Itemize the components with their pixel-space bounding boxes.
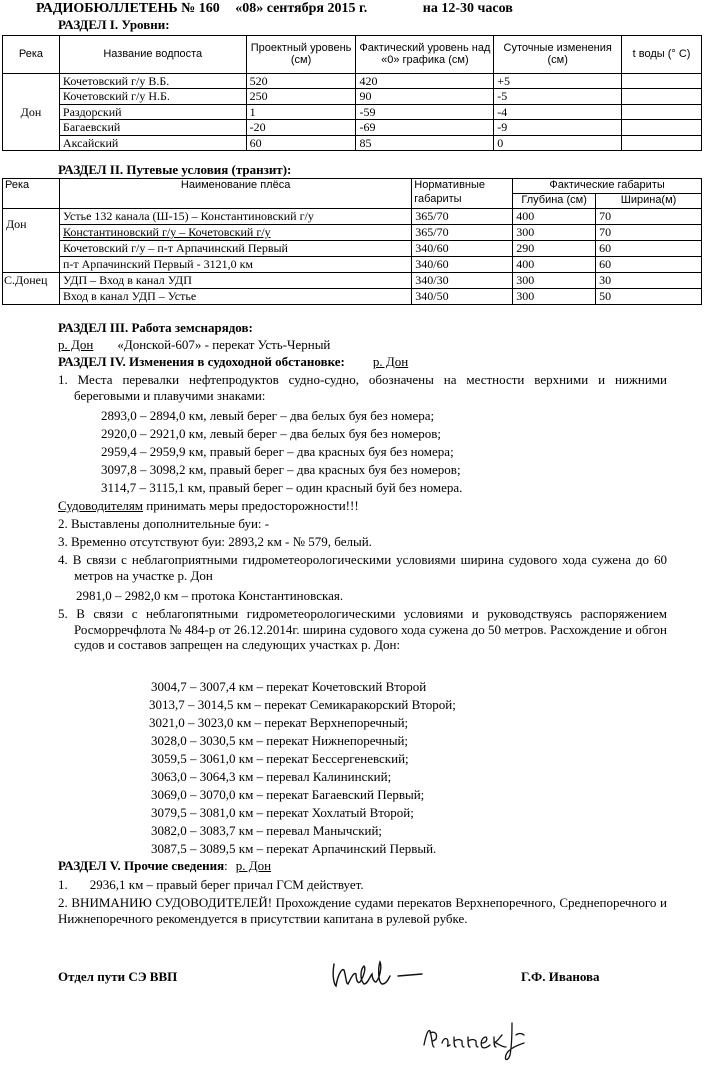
- section5-item1: [58, 877, 668, 893]
- levels-cell: -9: [494, 120, 622, 135]
- narrowed-segment: 3059,5 – 3061,0 км – перекат Бессергеневский;: [151, 751, 409, 766]
- transit-cell: 340/60: [412, 240, 513, 256]
- table-row: [3, 208, 702, 224]
- levels-cell: [622, 135, 702, 150]
- levels-cell: 250: [246, 89, 356, 104]
- narrowed-segment: 3013,7 – 3014,5 км – перекат Семикаракорский Второй;: [149, 697, 456, 712]
- department-name: Отдел пути СЭ ВВП: [58, 969, 178, 984]
- levels-cell: -20: [246, 120, 356, 135]
- levels-cell: Багаевский: [59, 120, 246, 135]
- section5-title: РАЗДЕЛ V. Прочие сведения: [58, 858, 225, 873]
- table-row: [3, 272, 702, 288]
- section4-item4-place: 2981,0 – 2982,0 км – протока Константиновская.: [76, 588, 344, 603]
- section4-item3: 3. Временно отсутствуют буи: 2893,2 км - № 579, белый.: [58, 534, 372, 549]
- transit-cell: 30: [596, 272, 702, 288]
- section2-title: РАЗДЕЛ II. Путевые условия (транзит):: [58, 162, 292, 177]
- transit-cell: 340/50: [412, 288, 513, 304]
- narrowed-segment: 3063,0 – 3064,3 км – перевал Калининский;: [151, 769, 392, 784]
- transit-cell: 70: [596, 224, 702, 240]
- narrowed-segment: 3087,5 – 3089,5 км – перекат Арпачинский Первый.: [151, 841, 437, 856]
- transit-cell: 60: [596, 256, 702, 272]
- bulletin-title: РАДИОБЮЛЛЕТЕНЬ № 160: [36, 1, 220, 16]
- transit-header-river: Река: [3, 179, 60, 209]
- levels-header-design: Проектный уровень (см): [246, 36, 356, 74]
- transit-cell: 50: [596, 288, 702, 304]
- table-row: [3, 104, 702, 119]
- section4-river: р. Дон: [372, 354, 409, 369]
- transit-cell: УДП – Вход в канал УДП: [59, 272, 411, 288]
- transit-header-norm: Нормативные габариты: [412, 179, 513, 209]
- transit-cell: 365/70: [412, 208, 513, 224]
- transit-cell: 400: [513, 208, 596, 224]
- levels-cell: 0: [494, 135, 622, 150]
- levels-cell: 520: [246, 74, 356, 89]
- bulletin-header: [36, 1, 513, 18]
- levels-cell: 85: [356, 135, 494, 150]
- section5-item2: 2. ВНИМАНИЮ СУДОВОДИТЕЛЕЙ! Прохождение судами перекатов Верхнепоречного, Среднепоречного и Нижнепоречного рекомендуется в присутствии капитана в рулевой рубке.: [58, 895, 667, 926]
- levels-cell: 90: [356, 89, 494, 104]
- signature-image: [326, 954, 436, 994]
- levels-header-post: Название водпоста: [59, 36, 246, 74]
- transit-cell: 340/30: [412, 272, 513, 288]
- levels-cell: [622, 120, 702, 135]
- levels-cell: -69: [356, 120, 494, 135]
- narrowed-segment: 3079,5 – 3081,0 км – перекат Хохлатый Второй;: [151, 805, 414, 820]
- transit-cell: п-т Арпачинский Первый - 3121,0 км: [59, 256, 411, 272]
- transit-table: [2, 178, 702, 305]
- section3-text: «Донской-607» - перекат Усть-Черный: [117, 337, 331, 352]
- transfer-place: 3097,8 – 3098,2 км, правый берег – два красных буя без номеров;: [101, 462, 461, 477]
- transit-header-depth: Глубина (см): [513, 193, 596, 208]
- levels-cell: 60: [246, 135, 356, 150]
- section5-title-line: [58, 858, 668, 874]
- transit-cell: 340/60: [412, 256, 513, 272]
- transfer-place: 3114,7 – 3115,1 км, правый берег – один красный буй без номера.: [101, 480, 463, 495]
- transit-cell: Устье 132 канала (Ш-15) – Константиновский г/у: [59, 208, 411, 224]
- transfer-place: 2893,0 – 2894,0 км, левый берег – два белых буя без номера;: [101, 408, 435, 423]
- section5-colon: :: [224, 858, 228, 873]
- narrowed-segment: 3082,0 – 3083,7 км – перевал Манычский;: [151, 823, 383, 838]
- warning-subject: Судоводителям: [58, 498, 144, 513]
- section3-line: [58, 337, 668, 353]
- levels-cell: Аксайский: [59, 135, 246, 150]
- levels-cell: [622, 104, 702, 119]
- table-row: [3, 240, 702, 256]
- levels-header-river: Река: [3, 36, 60, 74]
- bulletin-date: «08» сентября 2015 г.: [235, 1, 368, 16]
- section5-item1-text: 2936,1 км – правый берег причал ГСМ действует.: [89, 877, 364, 892]
- handwritten-note: [418, 1015, 558, 1065]
- table-row: [3, 135, 702, 150]
- levels-cell: -5: [494, 89, 622, 104]
- levels-table: [2, 35, 702, 151]
- section3-title: РАЗДЕЛ III. Работа земснарядов:: [58, 320, 253, 335]
- table-row: [3, 256, 702, 272]
- transit-cell: 300: [513, 224, 596, 240]
- transit-header-name: Наименование плёса: [59, 179, 411, 209]
- levels-cell: -59: [356, 104, 494, 119]
- table-row: [3, 288, 702, 304]
- narrowed-segment: 3004,7 – 3007,4 км – перекат Кочетовский Второй: [151, 679, 427, 694]
- section3-river: р. Дон: [58, 337, 94, 352]
- section1-title: РАЗДЕЛ I. Уровни:: [58, 17, 170, 32]
- table-row: [3, 120, 702, 135]
- transit-cell: Кочетовский г/у – п-т Арпачинский Первый: [59, 240, 411, 256]
- levels-cell: Кочетовский г/у Н.Б.: [59, 89, 246, 104]
- levels-cell: [622, 89, 702, 104]
- section4-item2: 2. Выставлены дополнительные буи: -: [58, 516, 270, 531]
- narrowed-segment: 3021,0 – 3023,0 км – перекат Верхнепоречный;: [149, 715, 409, 730]
- transit-cell: Константиновский г/у – Кочетовский г/у: [59, 224, 411, 240]
- levels-cell: Раздорский: [59, 104, 246, 119]
- levels-header-change: Суточные изменения (см): [494, 36, 622, 74]
- transfer-place: 2920,0 – 2921,0 км, левый берег – два белых буя без номеров;: [101, 426, 441, 441]
- table-row: [3, 89, 702, 104]
- table-row: [3, 74, 702, 89]
- transit-cell: Вход в канал УДП – Устье: [59, 288, 411, 304]
- transit-header-width: Ширина(м): [596, 193, 702, 208]
- transit-cell: 300: [513, 272, 596, 288]
- levels-header-actual: Фактический уровень над «0» графика (см): [356, 36, 494, 74]
- warning-text: принимать меры предосторожности!!!: [143, 498, 359, 513]
- table-row: [3, 224, 702, 240]
- section4-item4: 4. В связи с неблагоприятными гидрометеорологическими условиями ширина судового хода сужена до 60 метров на участке р. Дон: [58, 552, 667, 583]
- narrowed-segment: 3028,0 – 3030,5 км – перекат Нижнепоречный;: [151, 733, 409, 748]
- transit-cell: 290: [513, 240, 596, 256]
- signatory-name: Г.Ф. Иванова: [521, 969, 600, 984]
- levels-cell: -4: [494, 104, 622, 119]
- section4-item5: 5. В связи с неблагопятными гидрометеорологическими условиями и руководствуясь распоряжением Росморречфлота № 484-р от 26.12.2014г. ширина судового хода сужена до 50 метров. Расхождение и обгон судов и составов запрещен на следующих участках р. Дон:: [58, 606, 667, 653]
- transit-cell: 70: [596, 208, 702, 224]
- transit-cell: 60: [596, 240, 702, 256]
- transit-header-fact: Фактические габариты: [513, 179, 702, 194]
- section4-title-line: [58, 354, 668, 370]
- levels-cell: Кочетовский г/у В.Б.: [59, 74, 246, 89]
- section4-title: РАЗДЕЛ IV. Изменения в судоходной обстановке:: [58, 354, 345, 369]
- levels-cell: [622, 74, 702, 89]
- levels-river-cell: Дон: [3, 74, 60, 151]
- narrowed-segment: 3069,0 – 3070,0 км – перекат Багаевский Первый;: [151, 787, 425, 802]
- section5-river: р. Дон: [235, 858, 272, 873]
- warning-line: [58, 498, 668, 514]
- levels-header-temp: t воды (° С): [622, 36, 702, 74]
- transit-cell: 300: [513, 288, 596, 304]
- section5-item1-number: 1.: [58, 877, 68, 892]
- levels-cell: 1: [246, 104, 356, 119]
- transit-cell: 365/70: [412, 224, 513, 240]
- transfer-place: 2959,4 – 2959,9 км, правый берег – два красных буя без номера;: [101, 444, 454, 459]
- transit-river-cell: С.Донец: [3, 272, 60, 304]
- levels-cell: +5: [494, 74, 622, 89]
- transit-cell: 400: [513, 256, 596, 272]
- transit-river-cell: Дон: [3, 208, 60, 272]
- levels-cell: 420: [356, 74, 494, 89]
- section4-item1: 1. Места перевалки нефтепродуктов судно-судно, обозначены на местности верхними и нижними береговыми и плавучими знаками:: [58, 372, 667, 403]
- bulletin-time: на 12-30 часов: [422, 1, 513, 16]
